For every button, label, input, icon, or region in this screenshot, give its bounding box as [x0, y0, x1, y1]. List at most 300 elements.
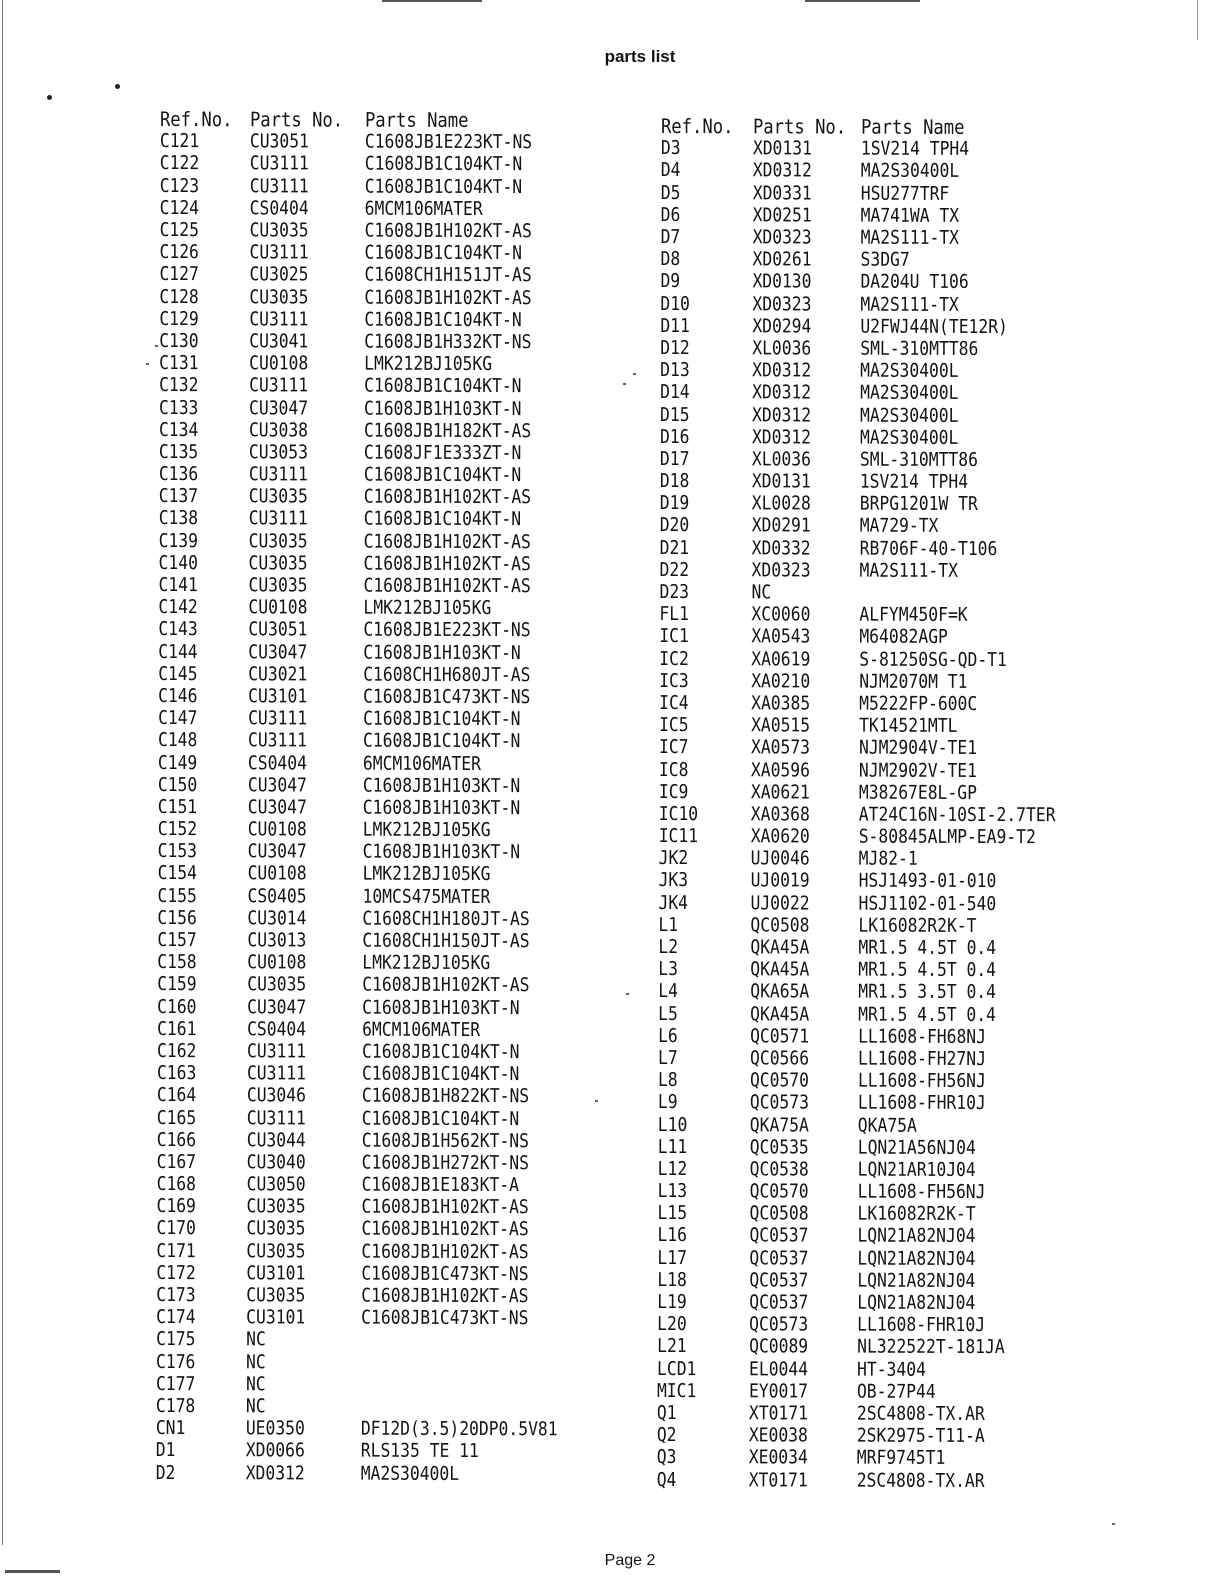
ref-no-cell: C137 [158, 485, 199, 508]
ref-no-cell: L7 [658, 1046, 678, 1070]
parts-no-cell: CU3111 [249, 152, 309, 175]
ref-no-cell: D15 [660, 403, 690, 426]
parts-name-cell: C1608JB1H103KT-N [362, 996, 520, 1019]
parts-name-cell: QKA75A [858, 1114, 918, 1137]
parts-no-cell: CU3035 [249, 219, 309, 242]
ref-no-cell: C142 [158, 596, 198, 619]
parts-no-cell: QC0508 [749, 1202, 809, 1225]
table-row [158, 818, 613, 842]
parts-no-cell: CU3035 [246, 1217, 306, 1240]
ref-no-cell: D16 [659, 425, 690, 448]
parts-no-cell: CU3013 [247, 929, 307, 952]
parts-name-cell: C1608JB1C473KT-NS [361, 1262, 529, 1286]
table-row [158, 729, 613, 753]
parts-name-cell: S-81250SG-QD-T1 [859, 648, 1008, 671]
parts-name-cell: 2SC4808-TX.AR [857, 1469, 986, 1492]
table-row [659, 647, 1099, 671]
table-row [159, 330, 614, 354]
ref-no-cell: FL1 [659, 603, 689, 626]
table-row [159, 530, 614, 554]
ref-no-cell: C151 [157, 795, 198, 819]
parts-name-cell: 1SV214 TPH4 [861, 137, 970, 161]
parts-name-cell: MR1.5 4.5T 0.4 [858, 958, 997, 982]
parts-name-cell: MA2S30400L [860, 359, 959, 383]
table-row [157, 1195, 612, 1219]
table-row [659, 758, 1099, 782]
parts-name-cell: NJM2904V-TE1 [859, 736, 978, 760]
table-row [159, 374, 614, 398]
parts-no-cell: XD0323 [752, 292, 812, 316]
parts-no-cell: CU3047 [247, 995, 307, 1019]
ref-no-cell: IC7 [658, 736, 689, 759]
parts-name-cell: LL1608-FH68NJ [858, 1025, 987, 1048]
parts-no-cell: CU3025 [249, 263, 309, 286]
parts-name-cell: HSJ1102-01-540 [858, 892, 997, 915]
ref-no-cell: C140 [158, 551, 198, 574]
parts-name-cell: C1608JB1E223KT-NS [363, 619, 531, 642]
ref-no-cell: IC8 [658, 758, 689, 781]
parts-no-cell: XA0210 [751, 670, 811, 693]
ref-no-cell: C150 [157, 773, 198, 796]
parts-no-cell: CU3051 [249, 130, 309, 153]
parts-name-cell: 2SC4808-TX.AR [857, 1402, 986, 1425]
parts-no-cell: QKA75A [749, 1113, 809, 1137]
parts-no-cell: QC0537 [749, 1269, 809, 1292]
ref-no-cell: IC4 [659, 691, 689, 715]
table-row [156, 1328, 611, 1352]
ref-no-cell: D7 [660, 226, 681, 249]
ref-no-cell: D21 [659, 536, 690, 559]
ref-no-cell: C125 [159, 219, 200, 242]
parts-name-cell: LK16082R2K-T [858, 914, 977, 937]
ref-no-cell: L2 [658, 936, 679, 959]
ref-no-cell: C155 [157, 884, 197, 907]
ref-no-cell: CN1 [155, 1417, 186, 1440]
header-ref-no: Ref.No. [660, 114, 734, 139]
parts-no-cell: XD0331 [752, 181, 812, 205]
ref-no-cell: C161 [157, 1017, 197, 1040]
table-row [657, 1380, 1097, 1404]
parts-name-cell: MA2S30400L [860, 404, 959, 427]
top-rule-left [382, 0, 482, 2]
parts-name-cell: LMK212BJ105KG [362, 951, 491, 975]
parts-name-cell: MJ82-1 [859, 847, 919, 871]
parts-name-cell: 6MCM106MATER [362, 752, 482, 775]
parts-no-cell: XD0312 [752, 359, 812, 382]
parts-name-cell: MA2S30400L [360, 1462, 460, 1485]
ref-no-cell: C138 [158, 507, 199, 530]
table-row [658, 1047, 1098, 1071]
parts-name-cell: C1608JB1C104KT-N [363, 508, 522, 531]
table-row [661, 182, 1101, 206]
parts-name-cell [361, 1351, 576, 1374]
ref-no-cell: C176 [156, 1350, 196, 1373]
ref-no-cell: D1 [155, 1439, 176, 1462]
parts-no-cell: NC [245, 1373, 266, 1396]
parts-no-cell: CU3035 [246, 1195, 306, 1218]
ref-no-cell: L13 [657, 1180, 688, 1203]
ref-no-cell: L16 [657, 1224, 688, 1247]
table-row [659, 714, 1099, 738]
parts-no-cell: CU3035 [247, 973, 307, 996]
ref-no-cell: C136 [158, 463, 199, 486]
ref-no-cell: C177 [155, 1372, 196, 1395]
table-row [157, 1173, 612, 1197]
ref-no-cell: D22 [659, 558, 690, 581]
parts-no-cell: XD0332 [751, 536, 811, 560]
parts-no-cell: XD0323 [752, 226, 812, 249]
parts-name-cell: C1608JB1H102KT-AS [361, 1195, 529, 1219]
parts-name-cell: LQN21A82NJ04 [857, 1291, 976, 1315]
ref-no-cell: L17 [657, 1246, 687, 1269]
table-row [660, 381, 1100, 405]
header-parts-no: Parts No. [249, 107, 344, 132]
parts-no-cell: CU0108 [248, 596, 308, 619]
table-row [659, 847, 1099, 871]
table-row [660, 403, 1100, 427]
parts-name-cell: MA2S30400L [860, 426, 959, 449]
header-ref-no: Ref.No. [159, 107, 233, 132]
table-row [157, 995, 612, 1019]
table-row [158, 574, 613, 598]
ref-no-cell: D4 [660, 159, 681, 182]
ref-no-cell: C135 [158, 440, 199, 464]
table-row [158, 774, 613, 798]
scan-dot [115, 84, 120, 89]
parts-no-cell: XE0038 [748, 1424, 808, 1447]
ref-no-cell: IC1 [659, 625, 689, 648]
ref-no-cell: C143 [158, 618, 198, 641]
parts-no-cell: CU3111 [247, 729, 308, 752]
parts-no-cell: CU3040 [246, 1151, 306, 1174]
ref-no-cell: C124 [159, 196, 200, 219]
parts-no-cell: XA0621 [750, 781, 810, 804]
table-row [159, 263, 614, 287]
parts-no-cell: XD0131 [752, 137, 812, 160]
ref-no-cell: D23 [659, 581, 690, 604]
parts-name-cell: MR1.5 4.5T 0.4 [858, 936, 997, 960]
parts-no-cell: CS0404 [249, 197, 309, 220]
ref-no-cell: IC5 [659, 714, 689, 737]
parts-name-cell: NJM2070M T1 [859, 670, 968, 693]
parts-name-cell: HSU277TRF [861, 182, 950, 205]
table-row [160, 175, 615, 199]
header-parts-no: Parts No. [752, 114, 847, 139]
scan-speck [623, 383, 626, 385]
parts-name-cell: LQN21A82NJ04 [857, 1269, 976, 1292]
parts-name-cell: C1608JB1C104KT-N [361, 1107, 520, 1130]
table-row [658, 914, 1098, 938]
parts-no-cell: CU3047 [248, 640, 308, 664]
parts-no-cell: XA0620 [750, 825, 810, 848]
parts-name-cell: LMK212BJ105KG [362, 863, 491, 886]
table-row [156, 1395, 611, 1419]
parts-no-cell: NC [245, 1395, 266, 1418]
table-row [658, 1113, 1098, 1137]
table-row [158, 663, 613, 687]
ref-no-cell: C175 [156, 1328, 196, 1351]
parts-no-cell: QC0089 [749, 1335, 809, 1358]
parts-no-cell: CU3035 [248, 574, 308, 597]
ref-no-cell: L18 [657, 1268, 687, 1291]
parts-no-cell: QKA45A [750, 936, 810, 959]
ref-no-cell: C163 [156, 1062, 197, 1085]
table-row [158, 618, 613, 642]
parts-no-cell: XC0060 [751, 603, 811, 626]
ref-no-cell: Q4 [656, 1468, 677, 1491]
ref-no-cell: C158 [157, 951, 197, 974]
parts-no-cell: XD0312 [752, 159, 812, 182]
parts-no-cell: CU3047 [247, 773, 307, 797]
ref-no-cell: L3 [658, 958, 679, 981]
ref-no-cell: C121 [159, 130, 200, 153]
ref-no-cell: C130 [159, 329, 199, 353]
parts-no-cell: EL0044 [749, 1357, 809, 1381]
top-rule-right [805, 0, 920, 2]
ref-no-cell: C146 [158, 684, 198, 708]
parts-name-cell [361, 1373, 576, 1396]
parts-name-cell [361, 1329, 576, 1352]
parts-name-cell: C1608JB1C104KT-N [363, 707, 521, 731]
table-row [159, 285, 614, 309]
table-row [160, 241, 615, 265]
parts-no-cell: CU3046 [246, 1084, 306, 1107]
ref-no-cell: IC11 [658, 825, 699, 848]
table-row [159, 308, 614, 332]
ref-no-cell: C172 [156, 1261, 196, 1284]
parts-no-cell: CU3021 [248, 663, 308, 686]
scan-speck [633, 373, 636, 375]
parts-no-cell: CU3111 [249, 374, 309, 397]
parts-no-cell: QC0571 [750, 1025, 810, 1048]
ref-no-cell: D13 [660, 359, 690, 382]
parts-no-cell: QC0570 [749, 1180, 809, 1203]
parts-name-cell: C1608JB1C104KT-N [362, 729, 521, 753]
parts-name-cell: RB706F-40-T106 [859, 537, 998, 560]
scan-speck [146, 363, 149, 365]
parts-no-cell: CU3047 [247, 796, 307, 819]
parts-no-cell: XD0312 [752, 403, 812, 427]
ref-no-cell: C171 [156, 1239, 196, 1262]
ref-no-cell: D17 [659, 447, 690, 470]
parts-no-cell: CU3038 [248, 418, 309, 442]
parts-no-cell: XL0036 [751, 448, 811, 471]
parts-no-cell: CU3051 [248, 618, 308, 641]
scan-dot [47, 95, 52, 100]
parts-no-cell: XD0261 [752, 248, 812, 271]
table-row [657, 1269, 1097, 1293]
parts-no-cell: CU0108 [247, 818, 307, 841]
parts-name-cell: LMK212BJ105KG [362, 818, 491, 842]
parts-name-cell: C1608JB1H103KT-N [362, 796, 521, 820]
parts-name-cell: M38267E8L-GP [859, 781, 978, 804]
parts-table-right-body [657, 137, 1102, 1492]
table-row [660, 359, 1100, 383]
parts-name-cell: 6MCM106MATER [362, 1018, 481, 1041]
parts-name-cell: LQN21A82NJ04 [857, 1225, 976, 1248]
parts-no-cell: XD0291 [751, 514, 811, 537]
parts-no-cell: XE0034 [748, 1446, 808, 1469]
parts-name-cell: MR1.5 3.5T 0.4 [858, 981, 997, 1004]
parts-name-cell: 1SV214 TPH4 [860, 470, 969, 494]
ref-no-cell: L11 [657, 1135, 688, 1158]
parts-no-cell: CU3101 [246, 1306, 306, 1329]
table-row [657, 1335, 1097, 1359]
table-row [657, 1291, 1097, 1315]
table-row [659, 625, 1099, 649]
table-row [660, 426, 1100, 450]
scan-speck [1112, 1523, 1115, 1525]
ref-no-cell: D3 [660, 137, 681, 160]
parts-no-cell: NC [246, 1328, 266, 1351]
parts-name-cell: C1608JB1H102KT-AS [364, 219, 532, 243]
parts-name-cell: C1608JB1H102KT-AS [361, 1284, 529, 1308]
parts-no-cell: XA0385 [751, 692, 811, 715]
parts-no-cell: XA0619 [751, 647, 811, 671]
parts-name-cell: C1608JF1E333ZT-N [363, 441, 522, 465]
table-row [661, 204, 1101, 228]
ref-no-cell: D8 [660, 248, 681, 271]
ref-no-cell: C133 [159, 396, 199, 419]
parts-name-cell: LMK212BJ105KG [363, 596, 492, 620]
ref-no-cell: C164 [156, 1084, 197, 1107]
table-row [158, 751, 613, 775]
parts-no-cell: XA0543 [751, 625, 811, 648]
parts-no-cell: XA0368 [750, 803, 810, 826]
ref-no-cell: C139 [158, 529, 199, 552]
parts-name-cell: C1608JB1H332KT-NS [364, 330, 532, 354]
parts-name-cell: ALFYM450F=K [859, 603, 969, 627]
ref-no-cell: C134 [158, 418, 199, 441]
table-row [158, 796, 613, 820]
ref-no-cell: D12 [660, 336, 690, 360]
parts-name-cell: LQN21AR10J04 [858, 1158, 977, 1181]
ref-no-cell: Q3 [656, 1446, 677, 1469]
parts-name-cell: C1608JB1C104KT-N [361, 1062, 520, 1086]
parts-no-cell: UJ0019 [750, 869, 810, 892]
table-row [660, 448, 1100, 472]
ref-no-cell: D14 [660, 381, 690, 404]
table-row [159, 419, 614, 443]
parts-name-cell: C1608JB1H102KT-AS [361, 1218, 529, 1241]
parts-no-cell: NC [246, 1350, 266, 1373]
table-row [160, 152, 615, 176]
parts-no-cell: XD0312 [752, 381, 812, 404]
parts-name-cell: C1608JB1H103KT-N [363, 641, 521, 664]
table-row [159, 441, 614, 465]
parts-no-cell: CU3111 [246, 1106, 306, 1129]
parts-name-cell: DA204U T106 [860, 271, 970, 294]
parts-name-cell: C1608JB1E223KT-NS [364, 130, 533, 154]
table-row [160, 197, 615, 221]
parts-name-cell: C1608JB1C104KT-N [364, 308, 522, 331]
ref-no-cell: C173 [156, 1284, 196, 1307]
parts-no-cell: CU3035 [246, 1284, 306, 1307]
parts-no-cell: UJ0022 [750, 891, 810, 915]
parts-no-cell: UJ0046 [750, 847, 810, 870]
parts-name-cell: 10MCS475MATER [362, 885, 491, 908]
parts-name-cell: C1608CH1H680JT-AS [363, 663, 531, 686]
parts-no-cell: QKA45A [750, 1002, 810, 1026]
ref-no-cell: L20 [657, 1313, 687, 1336]
table-row [159, 485, 614, 509]
table-row [659, 670, 1099, 694]
ref-no-cell: JK3 [658, 869, 689, 892]
parts-name-cell: C1608JB1H102KT-AS [363, 574, 531, 598]
ref-no-cell: JK4 [658, 891, 689, 914]
parts-no-cell: QKA45A [750, 958, 810, 981]
parts-no-cell: EY0017 [748, 1380, 809, 1403]
parts-name-cell: C1608JB1H182KT-AS [363, 419, 532, 442]
parts-name-cell: HT-3404 [857, 1358, 927, 1381]
parts-no-cell: XD0294 [752, 315, 812, 338]
parts-name-cell: C1608CH1H180JT-AS [362, 907, 530, 931]
table-row [156, 1439, 611, 1463]
parts-name-cell: MA729-TX [860, 515, 939, 538]
ref-no-cell: C144 [158, 640, 198, 663]
ref-no-cell: C167 [156, 1150, 197, 1174]
table-row [661, 137, 1101, 161]
parts-no-cell: XD0323 [751, 559, 811, 582]
ref-no-cell: Q2 [656, 1424, 677, 1447]
parts-no-cell: XD0131 [751, 470, 811, 493]
parts-name-cell: SML-310MTT86 [860, 448, 979, 471]
ref-no-cell: L12 [657, 1157, 688, 1180]
parts-no-cell: CU3050 [246, 1173, 306, 1196]
table-row [156, 1306, 611, 1330]
parts-name-cell: HSJ1493-01-010 [858, 870, 997, 893]
parts-name-cell: C1608JB1C104KT-N [362, 1040, 520, 1064]
ref-no-cell: C169 [156, 1195, 196, 1218]
parts-no-cell: XA0596 [750, 758, 811, 782]
table-row [659, 825, 1099, 849]
ref-no-cell: D11 [660, 314, 690, 337]
table-row [657, 1313, 1097, 1337]
table-row [661, 226, 1101, 250]
parts-name-cell: M64082AGP [859, 626, 949, 649]
ref-no-cell: D9 [660, 270, 681, 293]
parts-name-cell: RLS135 TE 11 [360, 1439, 479, 1463]
table-row [157, 1129, 612, 1153]
parts-name-cell: C1608JB1H272KT-NS [361, 1151, 529, 1175]
table-row [156, 1350, 611, 1374]
parts-name-cell: TK14521MTL [859, 714, 958, 738]
parts-name-cell: MR1.5 4.5T 0.4 [858, 1003, 997, 1026]
table-row [660, 559, 1100, 583]
parts-table-left [156, 108, 615, 1485]
parts-no-cell: CU0108 [247, 862, 307, 885]
parts-no-cell: CU3047 [247, 840, 307, 863]
table-row [658, 1091, 1098, 1115]
parts-no-cell: CU3111 [249, 174, 309, 198]
parts-no-cell: QC0537 [749, 1291, 809, 1314]
table-row [158, 685, 613, 709]
table-row [156, 1262, 611, 1286]
table-row [658, 1180, 1098, 1204]
table-row [157, 1106, 612, 1130]
table-row [157, 929, 612, 953]
parts-no-cell: CU3044 [246, 1128, 306, 1152]
table-row [659, 803, 1099, 827]
table-row [660, 492, 1100, 516]
parts-no-cell: QC0570 [749, 1069, 810, 1092]
ref-no-cell: L9 [657, 1091, 678, 1114]
ref-no-cell: L5 [658, 1002, 678, 1025]
table-row [659, 736, 1099, 760]
ref-no-cell: C165 [156, 1106, 197, 1129]
ref-no-cell: D10 [660, 292, 690, 315]
parts-name-cell: C1608JB1H102KT-AS [362, 974, 530, 997]
